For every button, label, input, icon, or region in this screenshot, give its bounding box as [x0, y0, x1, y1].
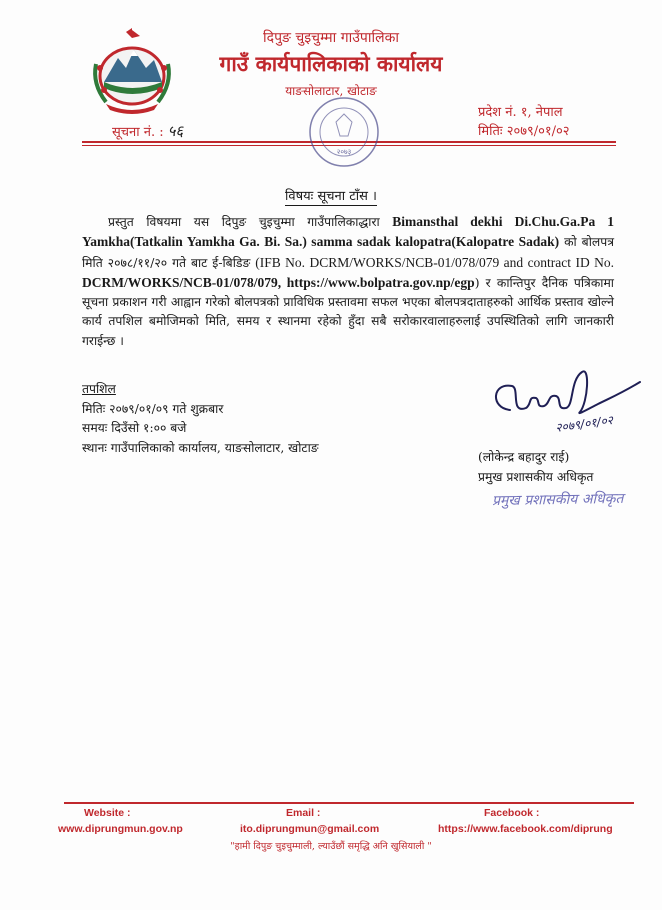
notice-body: [82, 212, 614, 351]
footer-website-label: Website :: [84, 807, 131, 819]
seal-year: २०७३: [336, 148, 352, 156]
details-date: मितिः २०७९/०१/०९ गते शुक्रबार: [82, 401, 224, 416]
office-seal-stamp: [296, 92, 392, 172]
notice-number-line: [112, 121, 183, 141]
handwritten-signature: [470, 352, 650, 442]
subject-text: विषयः सूचना टाँस ।: [285, 189, 377, 204]
project-name: Bimansthal dekhi Di.Chu.Ga.Pa 1 Yamkha(Tatkalin Yamkha Ga. Bi. Sa.) samma sadak kalopatra(Kalopatre Sadak): [82, 214, 614, 250]
details-title: तपशिल: [82, 382, 116, 396]
footer-divider: [64, 802, 634, 804]
office-address: याङसोलाटार, खोटाङ: [285, 84, 377, 98]
contract-id-link: DCRM/WORKS/NCB-01/078/079, https://www.bolpatra.gov.np/egp: [82, 274, 475, 290]
date-line: [478, 121, 570, 139]
footer-email-link[interactable]: ito.diprungmun@gmail.com: [240, 823, 380, 835]
date-label: मितिः: [478, 124, 503, 139]
body-rest: ) र कान्तिपुर दैनिक पत्रिकामा सूचना प्रकाशन गरी आह्वान गरेको बोलपत्रको प्राविधिक प्रस्तावमा सफल भएका बोलपत्रदाताहरुको आर्थिक प्रस्ताव खोल्ने कार्य तपशिल बमोजिमको मिति, समय र स्थानमा रहेको हुँदा सबै सरोकारवालाहरुलाई उपस्थितिको लागि जानकारी गराईन्छ ।: [82, 275, 614, 348]
footer-motto: "हामी दिपुङ चुइचुम्माली, ल्याउँछौं समृद्धि अनि खुसियाली ": [230, 841, 432, 852]
office-title: गाउँ कार्यपालिकाको कार्यालय: [219, 51, 443, 76]
body-intro: प्रस्तुत विषयमा यस दिपुङ चुइचुम्मा गाउँपालिकाद्धारा: [108, 215, 380, 229]
footer-website-link[interactable]: www.diprungmun.gov.np: [58, 823, 183, 835]
municipality-name: दिपुङ चुइचुम्मा गाउँपालिका: [263, 30, 399, 46]
date-value: २०७९/०१/०२: [506, 124, 570, 139]
ifb-reference: (IFB No. DCRM/WORKS/NCB-01/078/079 and contract ID No.: [255, 254, 614, 270]
province-label: प्रदेश नं. १, नेपाल: [478, 105, 563, 120]
notice-number-label: सूचना नं. :: [112, 125, 164, 140]
notice-number-value: ५६: [167, 122, 184, 140]
signer-name: (लोकेन्द्र बहादुर राई): [478, 450, 570, 464]
footer-facebook-link[interactable]: https://www.facebook.com/diprung: [438, 823, 613, 835]
details-place: स्थानः गाउँपालिकाको कार्यालय, याङसोलाटार, खोटाङ: [82, 440, 319, 455]
notice-subject: [0, 186, 662, 204]
signer-title-stamp: प्रमुख प्रशासकीय अधिकृत: [491, 490, 624, 510]
footer-facebook-label: Facebook :: [484, 807, 540, 819]
details-time: समयः दिउँसो १:०० बजे: [82, 421, 187, 435]
details-section: [82, 380, 319, 458]
footer-email-label: Email :: [286, 807, 321, 819]
body-bid-date: को बोलपत्र मिति २०७८/११/२० गते बाट ई-बिडिङ: [82, 235, 614, 270]
signer-title: प्रमुख प्रशासकीय अधिकृत: [478, 470, 594, 484]
signature-date: २०७९/०१/०२: [554, 413, 614, 435]
